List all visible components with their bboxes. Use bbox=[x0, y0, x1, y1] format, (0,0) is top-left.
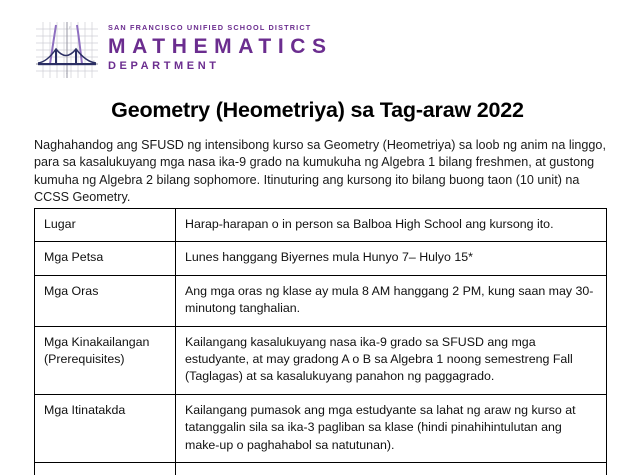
svg-text:−: − bbox=[66, 72, 68, 76]
table-row bbox=[35, 326, 607, 394]
row-label: Mga Kinakailangan (Prerequisites) bbox=[35, 326, 176, 394]
svg-text:−: − bbox=[37, 59, 39, 63]
svg-text:x: x bbox=[93, 59, 95, 63]
row-label bbox=[35, 463, 176, 475]
table-row bbox=[35, 394, 607, 462]
logo-sub-line: DEPARTMENT bbox=[108, 60, 220, 73]
row-value: Lunes hanggang Biyernes mula Hunyo 7– Hulyo 15* bbox=[176, 242, 607, 275]
logo-wordmark bbox=[108, 22, 333, 72]
row-value bbox=[176, 463, 607, 475]
page-title: Geometry (Heometriya) sa Tag-araw 2022 bbox=[111, 98, 524, 123]
intro-paragraph: Naghahandog ang SFUSD ng intensibong kurso sa Geometry (Heometriya) sa loob ng anim na linggo, para sa kasalukuyang mga nasa ika-9 grado na kumukuha ng Algebra 1 bilang freshmen, at gustong kumuha ng Algebra 2 bilang sophomore. Itinuturing ang kursong ito bilang buong taon (10 unit) na CCSS Geometry. bbox=[34, 137, 606, 205]
table-row bbox=[35, 463, 607, 475]
sfusd-math-logo bbox=[36, 22, 333, 78]
row-value: Ang mga oras ng klase ay mula 8 AM hanggang 2 PM, kung saan may 30-minutong tanghalian. bbox=[176, 275, 607, 326]
row-label: Mga Oras bbox=[35, 275, 176, 326]
table-row bbox=[35, 242, 607, 275]
row-value: Harap-harapan o in person sa Balboa High School ang kursong ito. bbox=[176, 209, 607, 242]
row-label: Lugar bbox=[35, 209, 176, 242]
logo-name-line: MATHEMATICS bbox=[108, 35, 333, 59]
row-label: Mga Petsa bbox=[35, 242, 176, 275]
parabola-bridge-graph-icon bbox=[36, 22, 98, 78]
row-value: Kailangang kasalukuyang nasa ika-9 grado sa SFUSD ang mga estudyante, at may gradong A o B sa Algebra 1 noong semestreng Fall (Taglagas) at sa kasalukuyang panahon ng paggagrado. bbox=[176, 326, 607, 394]
table-row bbox=[35, 275, 607, 326]
course-info-table bbox=[34, 208, 607, 475]
row-value: Kailangang pumasok ang mga estudyante sa lahat ng araw ng kurso at tatanggalin sila sa ika-3 pagliban sa klase (hindi pinahihintulutan ang make-up o paghahabol sa natutunan). bbox=[176, 394, 607, 462]
svg-text:y: y bbox=[69, 25, 71, 29]
logo-district-line: SAN FRANCISCO UNIFIED SCHOOL DISTRICT bbox=[108, 23, 312, 32]
table-row bbox=[35, 209, 607, 242]
row-label: Mga Itinatakda bbox=[35, 394, 176, 462]
